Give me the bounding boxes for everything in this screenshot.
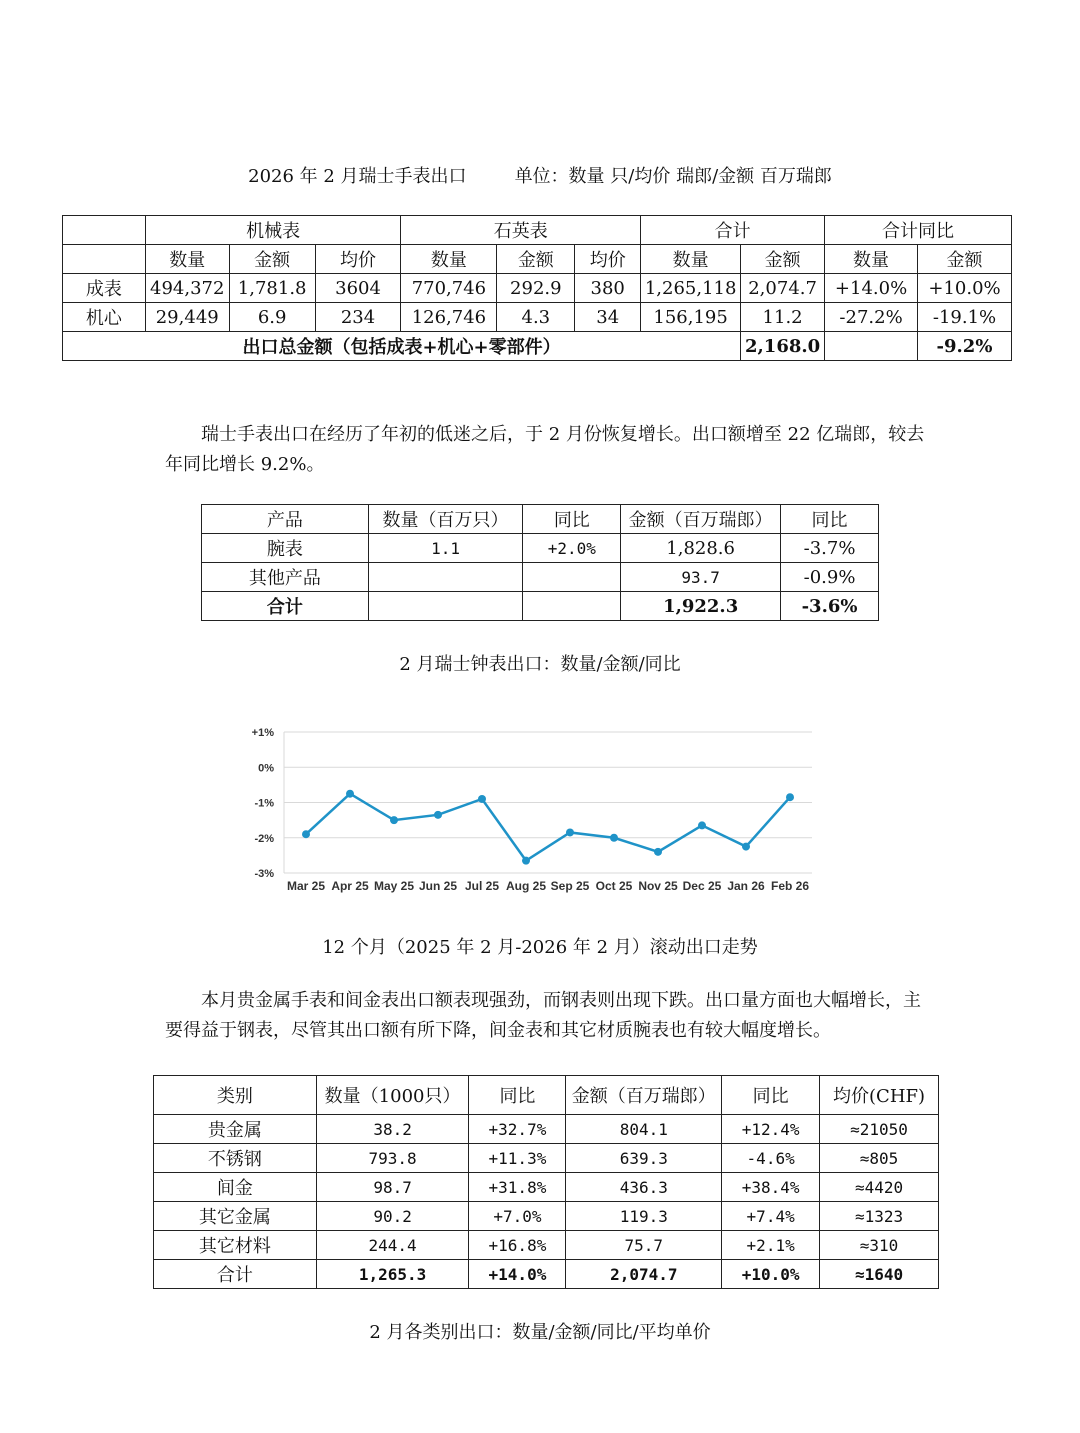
table-row (202, 534, 879, 563)
table-cell: 98.7 (316, 1173, 469, 1202)
table-cell: 2,074.7 (566, 1260, 722, 1289)
table-cell: +31.8% (469, 1173, 566, 1202)
sub-header: 金额 (918, 245, 1012, 274)
table-cell: +11.3% (469, 1144, 566, 1173)
table-cell: 494,372 (145, 274, 229, 303)
table-cell: ≈4420 (820, 1173, 939, 1202)
caption-3: 2 月各类别出口：数量/金额/同比/平均单价 (369, 1322, 711, 1343)
table-cell: 436.3 (566, 1173, 722, 1202)
table-cell (825, 332, 918, 361)
x-tick-label: Aug 25 (505, 879, 547, 893)
total-yoy: -9.2% (918, 332, 1012, 361)
table-cell: 腕表 (202, 534, 369, 563)
y-tick-label: +1% (251, 727, 274, 739)
table-cell: +12.4% (722, 1115, 820, 1144)
sub-header: 金额 (741, 245, 825, 274)
x-tick-label: Jun 25 (418, 879, 458, 893)
table-row (154, 1076, 939, 1115)
x-tick-label: Nov 25 (638, 879, 678, 893)
row-label: 成表 (63, 274, 146, 303)
table-cell (368, 563, 523, 592)
title-text: 2026 年 2 月瑞士手表出口 (248, 166, 467, 187)
sub-header: 金额 (229, 245, 315, 274)
table-row (63, 245, 1012, 274)
group-header: 合计 (641, 216, 825, 245)
data-point (346, 790, 354, 798)
sub-header: 数量 (825, 245, 918, 274)
y-tick-label: -1% (254, 797, 274, 810)
caption-1: 2 月瑞士钟表出口：数量/金额/同比 (399, 654, 681, 675)
y-tick-label: -3% (254, 868, 274, 880)
group-header: 机械表 (145, 216, 401, 245)
table-row (154, 1115, 939, 1144)
group-header: 石英表 (401, 216, 641, 245)
column-header: 数量（1000只） (316, 1076, 469, 1115)
x-tick-label: May 25 (373, 879, 415, 893)
total-value: 2,168.0 (741, 332, 825, 361)
table-cell: 6.9 (229, 303, 315, 332)
y-tick-label: 0% (258, 762, 274, 775)
table-row (202, 505, 879, 534)
table-cell: 234 (315, 303, 401, 332)
table-cell: +14.0% (825, 274, 918, 303)
table-cell: -3.7% (781, 534, 879, 563)
table-cell: 75.7 (566, 1231, 722, 1260)
sub-header: 数量 (145, 245, 229, 274)
table-cell: 126,746 (401, 303, 497, 332)
sub-header: 金额 (497, 245, 575, 274)
table-cell: +2.1% (722, 1231, 820, 1260)
table-cell (63, 245, 146, 274)
table-cell (523, 592, 621, 621)
table-cell: 4.3 (497, 303, 575, 332)
table-cell: 其它金属 (154, 1202, 317, 1231)
table-row (154, 1231, 939, 1260)
data-point (698, 821, 706, 829)
data-point (742, 843, 750, 851)
table-cell: 793.8 (316, 1144, 469, 1173)
table-cell: -4.6% (722, 1144, 820, 1173)
table-row (202, 592, 879, 621)
table-cell: 29,449 (145, 303, 229, 332)
table-cell: 其他产品 (202, 563, 369, 592)
paragraph-1: 瑞士手表出口在经历了年初的低迷之后，于 2 月份恢复增长。出口额增至 22 亿瑞郎，较去年同比增长 9.2%。 (165, 424, 925, 475)
export-summary-table (62, 215, 1012, 361)
table-cell: ≈1323 (820, 1202, 939, 1231)
table-row (63, 332, 1012, 361)
page-title (0, 162, 1080, 188)
table-row (63, 274, 1012, 303)
table-row (154, 1202, 939, 1231)
data-point (786, 793, 794, 801)
x-tick-label: Oct 25 (595, 879, 633, 893)
data-point (522, 857, 530, 865)
x-tick-label: Jul 25 (464, 879, 500, 893)
table-cell: +14.0% (469, 1260, 566, 1289)
column-header: 类别 (154, 1076, 317, 1115)
table-cell: 804.1 (566, 1115, 722, 1144)
column-header: 同比 (469, 1076, 566, 1115)
table-cell (523, 563, 621, 592)
table-cell: -0.9% (781, 563, 879, 592)
table-cell: +16.8% (469, 1231, 566, 1260)
x-tick-label: Sep 25 (550, 879, 590, 893)
row-label: 机心 (63, 303, 146, 332)
table-cell: 1,781.8 (229, 274, 315, 303)
column-header: 同比 (523, 505, 621, 534)
table-cell: 不锈钢 (154, 1144, 317, 1173)
category-table (153, 1075, 939, 1289)
data-point (654, 848, 662, 856)
table-cell: +7.0% (469, 1202, 566, 1231)
table-cell: 间金 (154, 1173, 317, 1202)
table-cell: +32.7% (469, 1115, 566, 1144)
sub-header: 均价 (575, 245, 641, 274)
table-row (63, 303, 1012, 332)
table-cell: 合计 (202, 592, 369, 621)
table-cell: 合计 (154, 1260, 317, 1289)
y-tick-label: -2% (254, 832, 274, 845)
table-cell: 1,828.6 (621, 534, 781, 563)
table-cell: 2,074.7 (741, 274, 825, 303)
table-cell: ≈21050 (820, 1115, 939, 1144)
table-cell: ≈805 (820, 1144, 939, 1173)
data-point (566, 828, 574, 836)
table-cell: 1,265,118 (641, 274, 741, 303)
table-cell: 156,195 (641, 303, 741, 332)
table-cell: 380 (575, 274, 641, 303)
column-header: 同比 (781, 505, 879, 534)
column-header: 数量（百万只） (368, 505, 523, 534)
table-cell: 贵金属 (154, 1115, 317, 1144)
column-header: 产品 (202, 505, 369, 534)
table-row (154, 1173, 939, 1202)
table-cell: +7.4% (722, 1202, 820, 1231)
table-cell: 93.7 (621, 563, 781, 592)
data-point (390, 816, 398, 824)
table-cell: +10.0% (918, 274, 1012, 303)
table-cell (63, 216, 146, 245)
table-cell: -19.1% (918, 303, 1012, 332)
table-cell: ≈1640 (820, 1260, 939, 1289)
column-header: 金额（百万瑞郎） (566, 1076, 722, 1115)
product-table (201, 504, 879, 621)
data-point (434, 811, 442, 819)
unit-text: 单位：数量 只/均价 瑞郎/金额 百万瑞郎 (514, 166, 832, 187)
data-point (610, 834, 618, 842)
paragraph-2: 本月贵金属手表和间金表出口额表现强劲，而钢表则出现下跌。出口量方面也大幅增长，主要得益于钢表，尽管其出口额有所下降，间金表和其它材质腕表也有较大幅度增长。 (165, 990, 921, 1041)
column-header: 金额（百万瑞郎） (621, 505, 781, 534)
group-header: 合计同比 (825, 216, 1012, 245)
table-cell: 639.3 (566, 1144, 722, 1173)
table-cell: 其它材料 (154, 1231, 317, 1260)
table-cell (368, 592, 523, 621)
table-cell: +2.0% (523, 534, 621, 563)
sub-header: 数量 (641, 245, 741, 274)
table-cell: ≈310 (820, 1231, 939, 1260)
table-cell: 3604 (315, 274, 401, 303)
table-cell: 38.2 (316, 1115, 469, 1144)
table-cell: 11.2 (741, 303, 825, 332)
table-cell: 770,746 (401, 274, 497, 303)
table-row (202, 563, 879, 592)
total-label: 出口总金额（包括成表+机心+零部件） (63, 332, 741, 361)
data-point (478, 795, 486, 803)
table-cell: 119.3 (566, 1202, 722, 1231)
column-header: 均价(CHF) (820, 1076, 939, 1115)
rolling-export-line-chart (240, 718, 820, 898)
table-row (154, 1144, 939, 1173)
table-cell: 244.4 (316, 1231, 469, 1260)
sub-header: 均价 (315, 245, 401, 274)
series-line (306, 794, 790, 861)
x-tick-label: Apr 25 (331, 879, 369, 893)
table-cell: 1,265.3 (316, 1260, 469, 1289)
table-row (154, 1260, 939, 1289)
table-cell: +10.0% (722, 1260, 820, 1289)
x-tick-label: Feb 26 (770, 879, 810, 893)
table-cell: -27.2% (825, 303, 918, 332)
table-cell: 1,922.3 (621, 592, 781, 621)
table-cell: 34 (575, 303, 641, 332)
data-point (302, 830, 310, 838)
x-tick-label: Mar 25 (286, 879, 326, 893)
caption-2: 12 个月（2025 年 2 月-2026 年 2 月）滚动出口走势 (322, 937, 758, 958)
table-cell: 1.1 (368, 534, 523, 563)
table-cell: 90.2 (316, 1202, 469, 1231)
table-cell: 292.9 (497, 274, 575, 303)
sub-header: 数量 (401, 245, 497, 274)
table-cell: -3.6% (781, 592, 879, 621)
table-cell: +38.4% (722, 1173, 820, 1202)
column-header: 同比 (722, 1076, 820, 1115)
x-tick-label: Dec 25 (682, 879, 722, 893)
x-tick-label: Jan 26 (727, 879, 765, 893)
table-row (63, 216, 1012, 245)
